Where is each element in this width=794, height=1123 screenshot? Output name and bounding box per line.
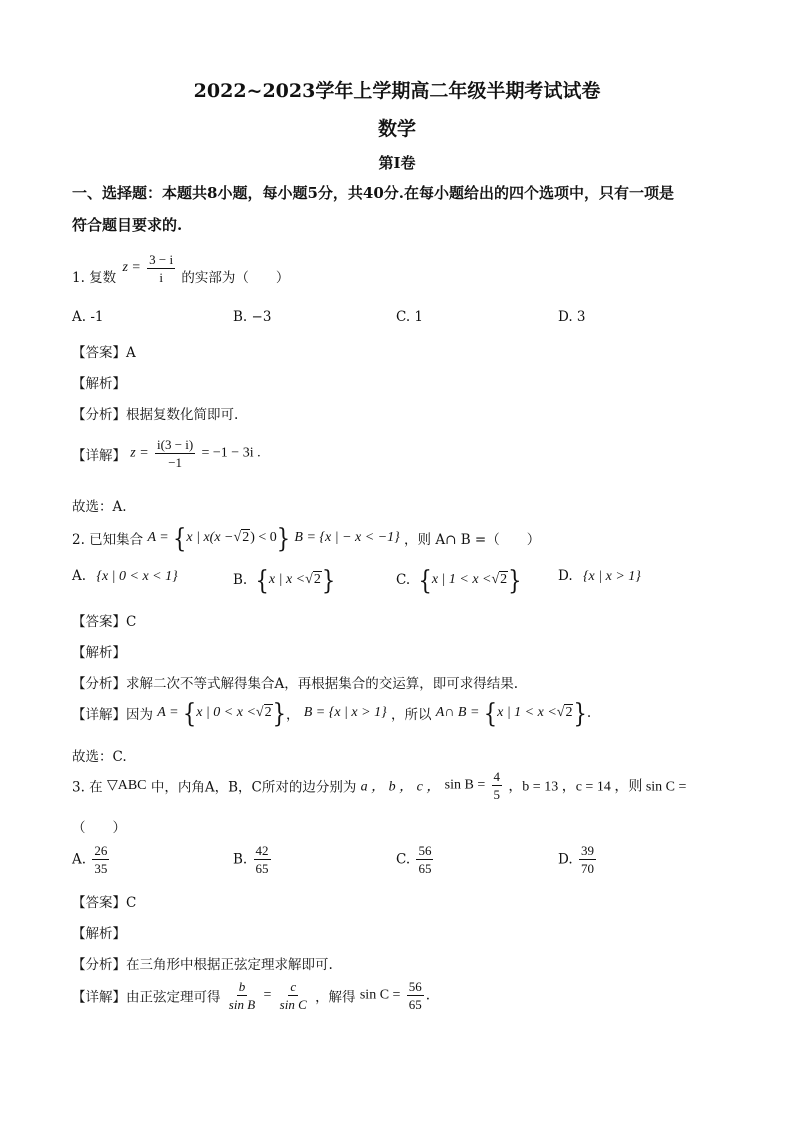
q1-choose: 故选：A. (72, 499, 127, 515)
q3-triangle: ▽ABC (106, 778, 147, 793)
q1-option-a: A. -1 (72, 309, 104, 325)
q1-stem (72, 246, 289, 286)
q3-option-a-num: 26 (94, 843, 108, 858)
q3-answer: 【答案】C (72, 895, 137, 911)
q3-analysis: 【分析】在三角形中根据正弦定理求解即可. (72, 957, 333, 973)
sqrt-icon: √ (305, 572, 313, 587)
q2-detail-a-body: x | 0 < x < (196, 705, 256, 720)
q2-option-c-rbrace: } (508, 565, 522, 595)
q2-option-a-math: {x | 0 < x < 1} (96, 569, 178, 584)
q2-detail-prefix: 【详解】因为 (72, 707, 153, 723)
q3-f2-num: c (290, 979, 297, 994)
q3-option-d-den: 70 (580, 861, 594, 876)
q3-f1-num: b (238, 979, 246, 994)
q3-sinb-num: 4 (493, 769, 501, 784)
q3-jiexi: 【解析】 (72, 926, 126, 942)
q2-detail-b: B = {x | x > 1} (303, 705, 387, 720)
q3-detail-mid: ，解得 (315, 989, 356, 1006)
q1-numerator: 3 − i (149, 251, 174, 267)
q2-detail-a-rbrace: } (272, 698, 286, 728)
q3-option-a (72, 842, 111, 877)
q3-option-c-num: 56 (418, 843, 432, 858)
q3-option-c (396, 842, 435, 877)
volume-label: 第Ⅰ卷 (378, 154, 416, 172)
q3-option-d-num: 39 (580, 843, 594, 858)
q1-detail-denominator: −1 (168, 455, 183, 470)
q2-detail-ab-lbrace: { (483, 698, 498, 728)
exam-title: 2022~2023学年上学期高二年级半期考试试卷 (193, 80, 601, 102)
q2-option-b-rbrace: } (321, 565, 336, 595)
q2-detail-a-lbrace: { (182, 698, 197, 728)
q3-f1-den: sin B (228, 997, 256, 1012)
sqrt-icon: √ (233, 530, 242, 545)
q3-option-a-den: 35 (94, 861, 108, 876)
section-heading-line2: 符合题目要求的. (72, 216, 183, 234)
q2-option-a (72, 568, 178, 585)
q3-option-d-label: D. (558, 851, 573, 868)
sqrt-icon: √ (491, 572, 500, 587)
q2-option-b (233, 565, 336, 595)
subject-title: 数学 (377, 118, 416, 140)
q2-detail-ab-label: A∩ B = (435, 705, 480, 720)
q1-z-label: z = (122, 260, 141, 275)
q1-option-d: D. 3 (558, 309, 586, 325)
q2-jiexi: 【解析】 (72, 645, 126, 661)
q2-option-c-radicand: 2 (500, 572, 508, 587)
q3-detail-prefix: 【详解】由正弦定理可得 (72, 989, 221, 1006)
q2-detail-a-label: A = (157, 705, 179, 720)
q1-option-b: B. −3 (233, 309, 272, 325)
q2-detail-ab-body: x | 1 < x < (497, 705, 557, 720)
q2-detail: 【详解】因为 A = {x | 0 < x <√2}， B = {x | x > 1} ，所以 A∩ B = {x | 1 < x <√2}. (72, 698, 592, 728)
q2-option-d-math: {x | x > 1} (582, 569, 641, 584)
q2-detail-so: ，所以 (390, 707, 432, 723)
q3-detail: 【详解】由正弦定理可得 $\frac{b}{\text{sin B}}$ = $\frac{c}{\text{sin C}}$ ，解得 sin C = $\frac{56}{65}$ . (72, 979, 431, 1012)
section-heading-line1: 一、选择题：本题共8小题，每小题5分，共40分.在每小题给出的四个选项中，只有一项是 (72, 184, 674, 202)
q3-detail-fraction-1 (227, 978, 257, 1013)
q1-detail-tail: = −1 − 3i . (201, 445, 261, 461)
q1-denominator: i (159, 269, 163, 285)
q1-prefix: 1. 复数 (72, 270, 117, 286)
q3-option-d (558, 842, 598, 877)
q2-option-d (558, 568, 641, 585)
q3-option-c-den: 65 (418, 861, 432, 876)
q2-detail-ab-radicand: 2 (565, 705, 573, 720)
q2-set-a-body: x | x(x − (186, 530, 234, 545)
q3-sinb-fraction (492, 768, 503, 803)
q2-option-a-label: A. (72, 568, 87, 584)
q1-option-c: C. 1 (396, 309, 424, 325)
q3-sinb-den: 5 (493, 787, 501, 802)
q2-option-d-label: D. (558, 568, 573, 584)
q2-stem (72, 523, 541, 553)
q3-prefix: 3. 在 (72, 779, 103, 796)
q3-option-b-label: B. (233, 851, 248, 868)
q3-option-c-label: C. (396, 851, 411, 868)
q3-detail-fraction-2 (278, 978, 309, 1013)
q2-set-a-label: A = (147, 530, 169, 545)
q3-option-a-fraction (92, 842, 109, 877)
q1-detail-numerator: i(3 − i) (157, 437, 194, 452)
q2-answer: 【答案】C (72, 614, 137, 630)
sqrt-icon: √ (556, 705, 565, 720)
q3-stem (72, 768, 686, 803)
q3-option-b-num: 42 (255, 843, 269, 858)
q2-detail-a-radicand: 2 (264, 705, 272, 720)
q2-detail-ab-rbrace: } (573, 698, 587, 728)
q3-f3-den: 65 (408, 997, 422, 1012)
q2-option-c (396, 565, 522, 595)
q2-option-b-lbrace: { (255, 565, 269, 595)
q3-option-b (233, 842, 273, 877)
q2-option-c-label: C. (396, 572, 411, 588)
q3-rest: ，b = 13 ，c = 14 ，则 sin C = (508, 779, 687, 795)
q3-option-a-label: A. (72, 851, 87, 868)
q3-sinb-label: sin B = (444, 777, 486, 793)
q2-option-b-math: x | x < (268, 572, 306, 587)
q2-option-b-radicand: 2 (313, 572, 321, 587)
q2-option-c-math: x | 1 < x < (431, 572, 492, 587)
q1-detail-prefix: 【详解】 (72, 447, 126, 464)
q3-option-b-den: 65 (255, 861, 269, 876)
q1-detail-z: z = (130, 445, 149, 461)
q2-left-brace: { (173, 523, 187, 553)
q3-f3-num: 56 (408, 979, 422, 994)
q1-detail-fraction (155, 436, 195, 471)
q3-option-d-fraction (579, 842, 596, 877)
q2-tail: ，则 A∩ B =（ ） (404, 532, 541, 548)
q1-fraction (147, 251, 175, 286)
q1-jiexi: 【解析】 (72, 376, 126, 392)
q2-set-a-tail: ) < 0 (250, 530, 277, 545)
q2-set-a-radicand: 2 (242, 530, 250, 545)
q1-analysis: 【分析】根据复数化简即可. (72, 407, 239, 423)
q1-suffix: 的实部为（ ） (181, 270, 290, 286)
q2-set-b: B = {x | − x < −1} (294, 530, 400, 545)
q3-option-c-fraction (416, 842, 433, 877)
q3-paren: （ ） (72, 820, 126, 836)
sqrt-icon: √ (255, 705, 264, 720)
q2-analysis: 【分析】求解二次不等式解得集合A，再根据集合的交运算，即可求得结果. (72, 676, 519, 692)
q3-f2-den: sin C (279, 997, 307, 1012)
q3-option-b-fraction (254, 842, 271, 877)
q3-abc: a ， b ， c ， (360, 779, 441, 795)
q1-detail (72, 436, 261, 471)
q3-detail-fraction-3 (407, 978, 424, 1013)
q1-answer: 【答案】A (72, 345, 136, 361)
q2-option-b-label: B. (233, 572, 248, 588)
q2-right-brace: } (276, 523, 291, 553)
q2-prefix: 2. 已知集合 (72, 532, 144, 548)
q2-option-c-lbrace: { (418, 565, 432, 595)
q3-detail-sinc: sin C = (359, 987, 401, 1003)
q2-choose: 故选：C. (72, 749, 127, 765)
q3-mid: 中，内角A，B，C所对的边分别为 (150, 779, 357, 796)
